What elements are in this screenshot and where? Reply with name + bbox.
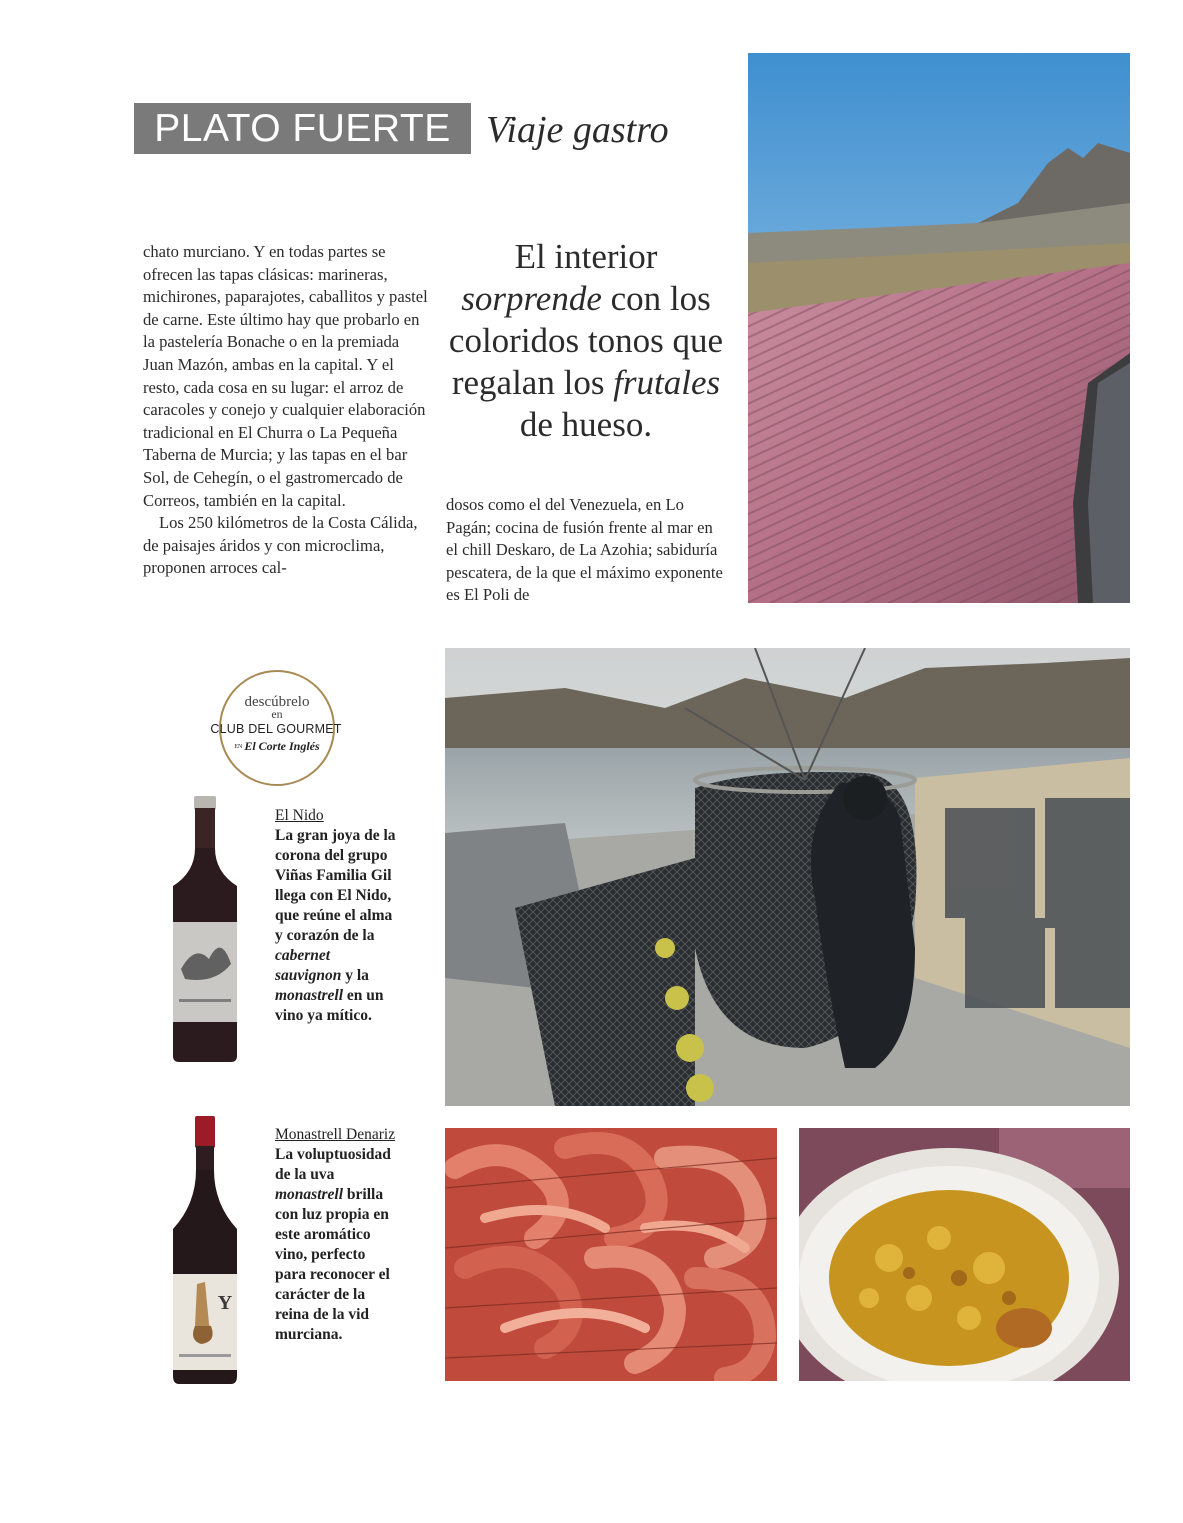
pull-quote-emphasis: frutales — [613, 363, 721, 402]
pull-quote-emphasis: sorprende — [461, 279, 602, 318]
wine-description — [275, 1145, 400, 1345]
wine-name: Monastrell Denariz — [275, 1126, 396, 1143]
orchard-landscape-photo — [748, 53, 1130, 603]
section-label: PLATO FUERTE — [134, 103, 471, 154]
body-column-left — [143, 241, 433, 580]
rice-dish-photo — [799, 1128, 1130, 1381]
wine-bottle-monastrell-denariz — [165, 1114, 245, 1386]
wine-name: El Nido — [275, 807, 324, 824]
pull-quote-text: con los coloridos tonos que regalan los — [448, 279, 724, 402]
badge-logo — [219, 738, 335, 755]
wine-note-el-nido — [275, 806, 400, 1026]
pull-quote-text: El interior — [514, 237, 658, 276]
wine-note-monastrell-denariz — [275, 1125, 400, 1345]
body-paragraph: dosos como el del Venezuela, en Lo Pagán; cocina de fusión frente al mar en el chill Deskaro, de La Azohia; sabiduría pescatera, de la que el máximo exponente es El Poli de — [446, 495, 723, 605]
wine-description — [275, 826, 400, 1026]
section-subtitle: Viaje gastro — [486, 109, 669, 151]
wine-desc-text: en un vino ya mítico. — [275, 987, 384, 1024]
wine-bottle-el-nido — [165, 794, 245, 1064]
body-paragraph: Los 250 kilómetros de la Costa Cálida, de paisajes áridos y con microclima, proponen arroces cal- — [143, 513, 418, 578]
wine-desc-text: La voluptuosidad de la uva — [275, 1146, 391, 1183]
wine-desc-text: brilla con luz propia en este aromático vino, perfecto para reconocer el carácter de la reina de la vid murciana. — [275, 1186, 390, 1343]
badge-text: descúbrelo — [244, 694, 310, 710]
body-paragraph: chato murciano. Y en todas partes se ofrecen las tapas clásicas: marineras, michirones, paparajotes, caballitos y pastel de carne. Este último hay que probarlo en la pastelería Bonache o en la premiada Juan Mazón, ambas en la capital. Y el resto, cada cosa en su lugar: el arroz de caracoles y conejo y cualquier elaboración tradicional en El Churra o La Pequeña Taberna de Murcia; y las tapas en el bar Sol, de Cehegín, o el gastromercado de Correos, también en la capital. — [143, 242, 428, 510]
shrimp-photo — [445, 1128, 777, 1381]
wine-desc-text: y la — [341, 967, 369, 984]
bottle-label-letter: Y — [217, 1292, 233, 1314]
wine-desc-text: La gran joya de la corona del grupo Viñas Familia Gil llega con El Nido, que reúne el alma y corazón de la — [275, 827, 396, 944]
pull-quote — [446, 236, 726, 446]
badge-brand: CLUB DEL GOURMET — [210, 722, 342, 736]
pull-quote-text: de hueso. — [519, 405, 653, 444]
wine-desc-emphasis: monastrell — [275, 1186, 344, 1203]
el-corte-ingles-logo: El Corte Inglés — [244, 739, 320, 753]
wine-desc-emphasis: cabernet sauvignon — [275, 947, 342, 984]
badge-en: EN — [234, 744, 243, 751]
wine-desc-emphasis: monastrell — [275, 987, 344, 1004]
body-column-right — [446, 494, 726, 607]
badge-text: en — [271, 707, 283, 721]
fishing-net-photo — [445, 648, 1130, 1106]
